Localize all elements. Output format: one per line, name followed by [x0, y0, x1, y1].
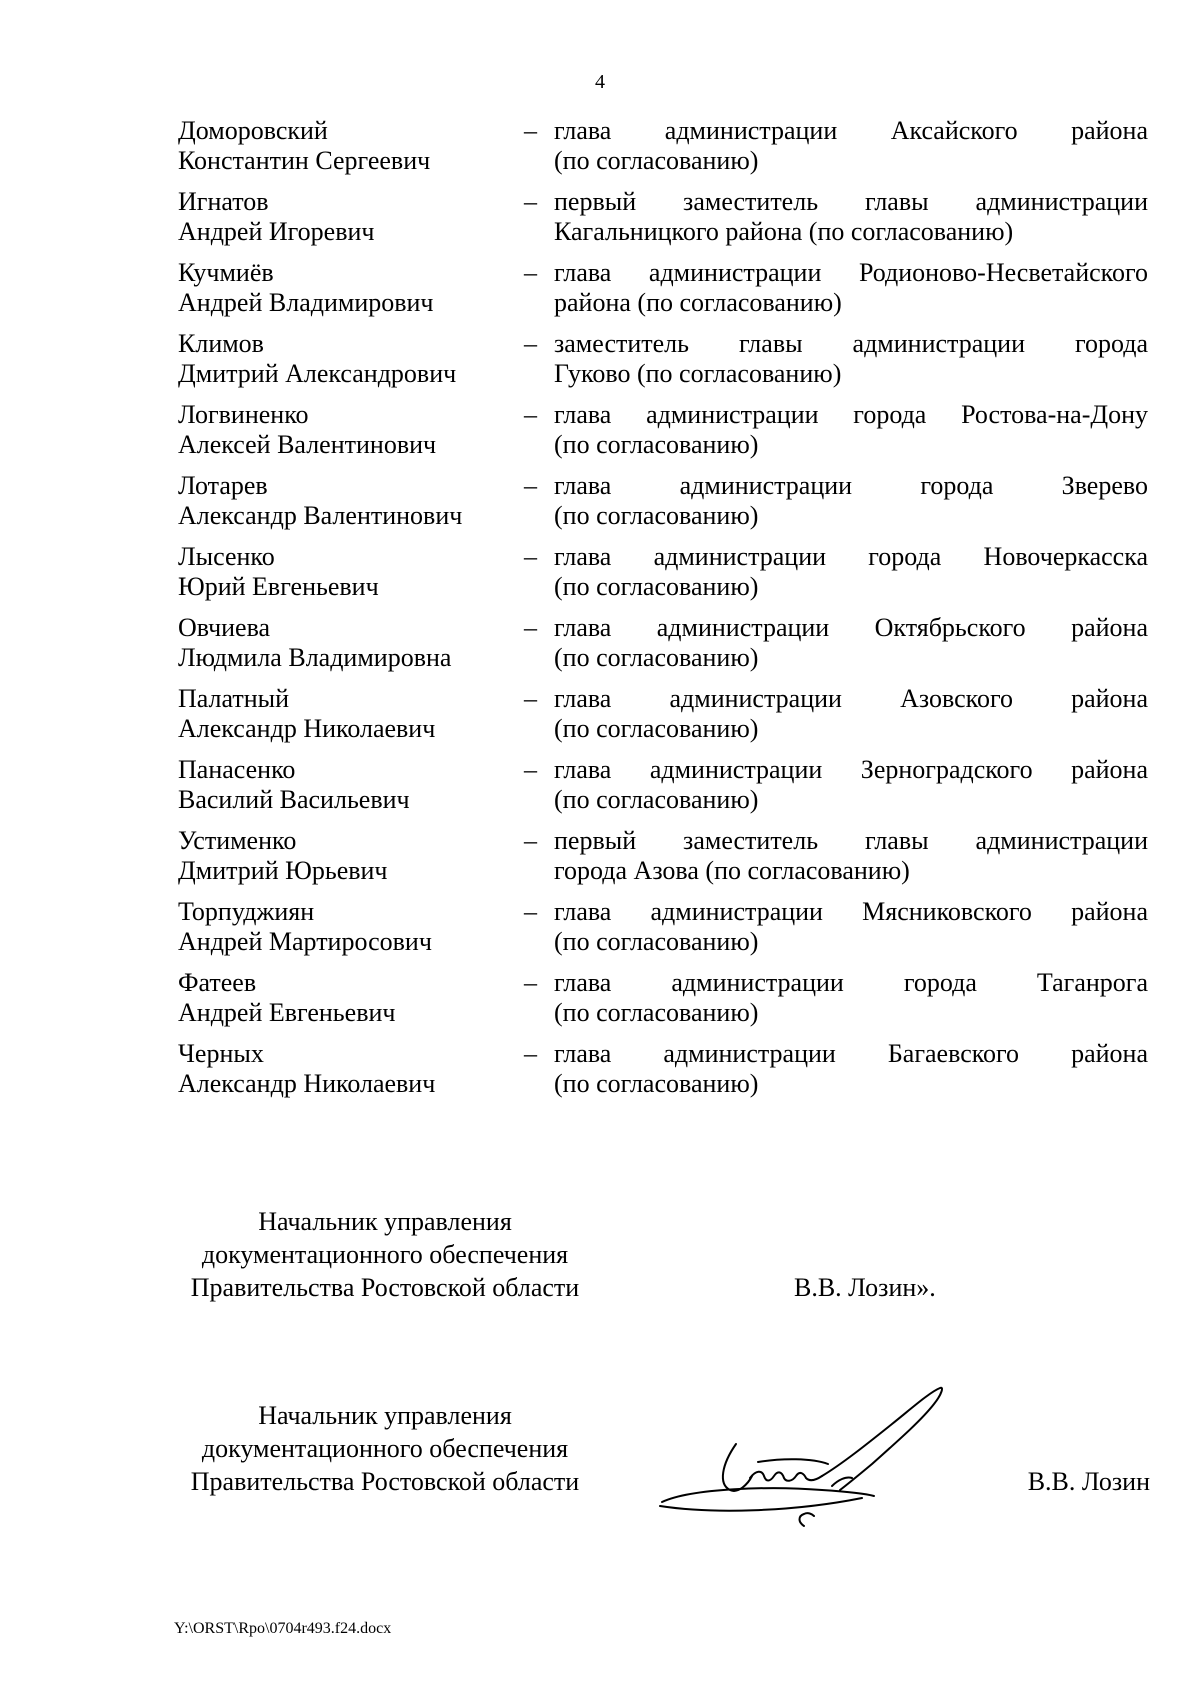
- handwritten-signature: [652, 1384, 982, 1534]
- member-name: [178, 897, 524, 968]
- member-row: [178, 187, 1148, 258]
- member-name: [178, 1039, 524, 1110]
- position-line-2: (по согласованию): [554, 998, 759, 1027]
- member-surname: Климов: [178, 329, 264, 358]
- member-position: [554, 400, 1148, 471]
- position-line-2: (по согласованию): [554, 501, 759, 530]
- position-line-2: (по согласованию): [554, 785, 759, 814]
- member-row: [178, 471, 1148, 542]
- member-dash: –: [524, 755, 537, 784]
- position-line-1: первый заместитель главы администрации: [554, 826, 1148, 855]
- member-name: [178, 471, 524, 542]
- member-dash: –: [524, 826, 537, 855]
- position-line-2: (по согласованию): [554, 572, 759, 601]
- member-name: [178, 258, 524, 329]
- member-dash: –: [524, 258, 537, 287]
- member-given-name: Алексей Валентинович: [178, 430, 437, 459]
- member-surname: Палатный: [178, 684, 290, 713]
- member-name: [178, 613, 524, 684]
- position-line-1: глава администрации города Новочеркасска: [554, 542, 1148, 571]
- signatory-title: [170, 1205, 600, 1304]
- member-position: [554, 755, 1148, 826]
- member-surname: Фатеев: [178, 968, 257, 997]
- member-name: [178, 826, 524, 897]
- member-dash: –: [524, 1039, 537, 1068]
- signatory-title-line: Начальник управления: [258, 1207, 512, 1236]
- position-line-2: (по согласованию): [554, 643, 759, 672]
- member-name: [178, 329, 524, 400]
- file-path: Y:\ORST\Rpo\0704r493.f24.docx: [174, 1620, 392, 1637]
- member-given-name: Дмитрий Александрович: [178, 359, 457, 388]
- member-row: [178, 116, 1148, 187]
- member-dash: –: [524, 897, 537, 926]
- member-dash: –: [524, 400, 537, 429]
- member-given-name: Дмитрий Юрьевич: [178, 856, 388, 885]
- signatory-title-line: Правительства Ростовской области: [190, 1273, 580, 1302]
- member-position: [554, 1039, 1148, 1110]
- member-name: [178, 187, 524, 258]
- position-line-2: района (по согласованию): [554, 288, 842, 317]
- members-list: [178, 116, 1148, 1110]
- position-line-2: Гуково (по согласованию): [554, 359, 842, 388]
- member-name: [178, 968, 524, 1039]
- member-row: [178, 258, 1148, 329]
- member-row: [178, 755, 1148, 826]
- member-position: [554, 613, 1148, 684]
- position-line-1: заместитель главы администрации города: [554, 329, 1148, 358]
- member-name: [178, 755, 524, 826]
- member-dash: –: [524, 542, 537, 571]
- position-line-1: глава администрации Октябрьского района: [554, 613, 1148, 642]
- member-surname: Лысенко: [178, 542, 275, 571]
- position-line-1: глава администрации Аксайского района: [554, 116, 1148, 145]
- member-dash: –: [524, 613, 537, 642]
- member-surname: Панасенко: [178, 755, 296, 784]
- position-line-1: глава администрации города Таганрога: [554, 968, 1148, 997]
- member-given-name: Александр Валентинович: [178, 501, 463, 530]
- member-dash: –: [524, 471, 537, 500]
- member-dash: –: [524, 187, 537, 216]
- member-surname: Игнатов: [178, 187, 269, 216]
- member-dash: –: [524, 329, 537, 358]
- member-position: [554, 968, 1148, 1039]
- member-given-name: Василий Васильевич: [178, 785, 410, 814]
- position-line-1: первый заместитель главы администрации: [554, 187, 1148, 216]
- member-surname: Логвиненко: [178, 400, 309, 429]
- signatory-title-line: документационного обеспечения: [201, 1240, 569, 1269]
- position-line-2: (по согласованию): [554, 146, 759, 175]
- member-row: [178, 826, 1148, 897]
- position-line-1: глава администрации Зерноградского района: [554, 755, 1148, 784]
- member-surname: Доморовский: [178, 116, 328, 145]
- position-line-1: глава администрации Родионово-Несветайского: [554, 258, 1148, 287]
- signatory-title-line: Правительства Ростовской области: [190, 1467, 580, 1496]
- member-position: [554, 329, 1148, 400]
- member-row: [178, 329, 1148, 400]
- position-line-1: глава администрации Багаевского района: [554, 1039, 1148, 1068]
- member-position: [554, 897, 1148, 968]
- signatory-name: В.В. Лозин: [1027, 1467, 1150, 1496]
- member-name: [178, 542, 524, 613]
- member-given-name: Андрей Евгеньевич: [178, 998, 396, 1027]
- member-surname: Торпуджиян: [178, 897, 315, 926]
- signatory-title: [170, 1399, 600, 1498]
- member-given-name: Юрий Евгеньевич: [178, 572, 379, 601]
- member-dash: –: [524, 116, 537, 145]
- member-given-name: Александр Николаевич: [178, 714, 436, 743]
- position-line-2: (по согласованию): [554, 714, 759, 743]
- position-line-1: глава администрации города Зверево: [554, 471, 1148, 500]
- member-position: [554, 826, 1148, 897]
- member-given-name: Александр Николаевич: [178, 1069, 436, 1098]
- member-position: [554, 684, 1148, 755]
- member-row: [178, 613, 1148, 684]
- member-given-name: Андрей Мартиросович: [178, 927, 432, 956]
- member-row: [178, 897, 1148, 968]
- member-row: [178, 684, 1148, 755]
- member-position: [554, 116, 1148, 187]
- position-line-2: (по согласованию): [554, 430, 759, 459]
- position-line-1: глава администрации города Ростова-на-Дону: [554, 400, 1148, 429]
- member-position: [554, 187, 1148, 258]
- member-given-name: Андрей Владимирович: [178, 288, 434, 317]
- member-position: [554, 471, 1148, 542]
- member-name: [178, 684, 524, 755]
- member-given-name: Константин Сергеевич: [178, 146, 431, 175]
- member-position: [554, 542, 1148, 613]
- position-line-1: глава администрации Мясниковского района: [554, 897, 1148, 926]
- member-surname: Лотарев: [178, 471, 268, 500]
- member-dash: –: [524, 684, 537, 713]
- member-row: [178, 400, 1148, 471]
- member-given-name: Людмила Владимировна: [178, 643, 452, 672]
- page-number: 4: [595, 71, 605, 93]
- member-surname: Овчиева: [178, 613, 271, 642]
- member-row: [178, 1039, 1148, 1110]
- member-given-name: Андрей Игоревич: [178, 217, 375, 246]
- member-name: [178, 116, 524, 187]
- position-line-2: Кагальницкого района (по согласованию): [554, 217, 1014, 246]
- member-dash: –: [524, 968, 537, 997]
- signature-block-quoted: [170, 1205, 1150, 1304]
- member-row: [178, 542, 1148, 613]
- position-line-2: города Азова (по согласованию): [554, 856, 910, 885]
- member-row: [178, 968, 1148, 1039]
- member-surname: Устименко: [178, 826, 297, 855]
- position-line-2: (по согласованию): [554, 1069, 759, 1098]
- position-line-1: глава администрации Азовского района: [554, 684, 1148, 713]
- member-position: [554, 258, 1148, 329]
- member-surname: Черных: [178, 1039, 264, 1068]
- member-name: [178, 400, 524, 471]
- position-line-2: (по согласованию): [554, 927, 759, 956]
- member-surname: Кучмиёв: [178, 258, 274, 287]
- signatory-title-line: документационного обеспечения: [201, 1434, 569, 1463]
- signatory-name: В.В. Лозин».: [794, 1273, 936, 1302]
- signatory-title-line: Начальник управления: [258, 1401, 512, 1430]
